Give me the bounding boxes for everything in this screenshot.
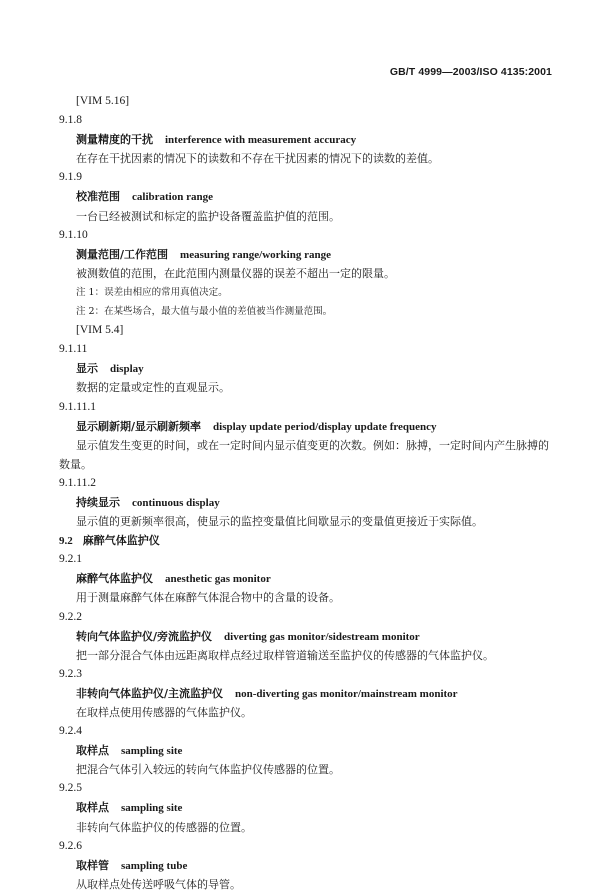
definition: 显示值发生变更的时间，或在一定时间内显示值变更的次数。例如：脉搏，一定时间内产生脉搏的 [76,438,549,452]
term-en: non-diverting gas monitor/mainstream monitor [235,687,458,700]
clause-number: 9.2.6 [59,839,82,852]
term-en: diverting gas monitor/sidestream monitor [224,630,420,643]
section-title: 麻醉气体监护仪 [82,534,160,548]
reference-vim-5-16: [VIM 5.16] [76,95,130,107]
term-en: interference with measurement accuracy [165,134,357,147]
term-zh: 转向气体监护仪/旁流监护仪 [76,629,213,643]
definition: 把一部分混合气体由远距离取样点经过取样管道输送至监护仪的传感器的气体监护仪。 [76,648,494,662]
term-zh: 校准范围 [76,190,120,204]
clause-number: 9.1.10 [59,228,88,241]
clause-number: 9.1.8 [59,114,82,127]
term-en: sampling site [121,745,183,758]
clause-number: 9.1.11 [59,343,88,356]
term-zh: 取样管 [76,858,109,872]
clause-number: 9.1.11.2 [59,476,96,489]
term-heading [0,741,600,760]
definition: 在存在干扰因素的情况下的读数和不存在干扰因素的情况下的读数的差值。 [76,152,439,166]
term-zh: 取样点 [76,744,109,758]
term-en: calibration range [132,191,213,204]
definition: 在取样点使用传感器的气体监护仪。 [76,706,252,719]
term-heading [0,569,600,588]
term-heading [0,359,600,378]
term-heading [0,130,600,149]
definition: 数据的定量或定性的直观显示。 [76,381,230,395]
definition: 显示值的更新频率很高，使显示的监控变量值比间歇显示的变量值更接近于实际值。 [76,515,483,529]
clause-number: 9.2.4 [59,725,82,738]
term-zh: 测量精度的干扰 [76,133,153,147]
term-heading [0,856,600,875]
term-zh: 显示刷新期/显示刷新频率 [76,419,202,433]
section-number: 9.2 [59,535,73,548]
definition: 被测数值的范围，在此范围内测量仪器的误差不超出一定的限量。 [76,266,395,280]
definition: 用于测量麻醉气体在麻醉气体混合物中的含量的设备。 [76,591,340,605]
term-en: display [110,363,144,376]
clause-number: 9.2.1 [59,553,82,566]
definition: 一台已经被测试和标定的监护设备覆盖监护值的范围。 [76,209,340,223]
term-zh: 测量范围/工作范围 [76,247,169,261]
definition-continuation: 数量。 [59,457,92,471]
term-en: sampling tube [121,859,188,872]
term-en: continuous display [132,496,220,509]
clause-number: 9.1.9 [59,171,82,184]
term-zh: 非转向气体监护仪/主流监护仪 [76,686,224,700]
term-en: measuring range/working range [180,248,331,261]
clause-number: 9.2.5 [59,782,82,795]
clause-number: 9.1.11.1 [59,400,96,413]
term-zh: 持续显示 [76,495,120,509]
term-heading [0,417,600,436]
reference-vim-5-4: [VIM 5.4] [76,324,124,337]
note: 注 1：误差由相应的常用真值决定。 [76,286,228,298]
term-heading [0,187,600,206]
term-heading [0,684,600,703]
note: 注 2：在某些场合，最大值与最小值的差值被当作测量范围。 [76,306,333,318]
term-en: display update period/display update frequency [213,420,437,433]
term-heading [0,245,600,264]
term-en: anesthetic gas monitor [165,573,271,586]
term-zh: 麻醉气体监护仪 [76,572,153,586]
section-heading [0,531,600,550]
document-body [0,92,600,894]
clause-number: 9.2.3 [59,667,82,680]
definition: 从取样点处传送呼吸气体的导管。 [76,877,241,891]
standard-code-header: GB/T 4999—2003/ISO 4135:2001 [389,66,552,78]
term-heading [0,493,600,512]
definition: 非转向气体监护仪的传感器的位置。 [76,820,252,834]
definition: 把混合气体引入较远的转向气体监护仪传感器的位置。 [76,763,340,777]
term-zh: 取样点 [76,801,109,815]
term-zh: 显示 [76,362,98,376]
term-heading [0,627,600,646]
clause-number: 9.2.2 [59,610,82,623]
term-heading [0,798,600,817]
term-en: sampling site [121,802,183,815]
